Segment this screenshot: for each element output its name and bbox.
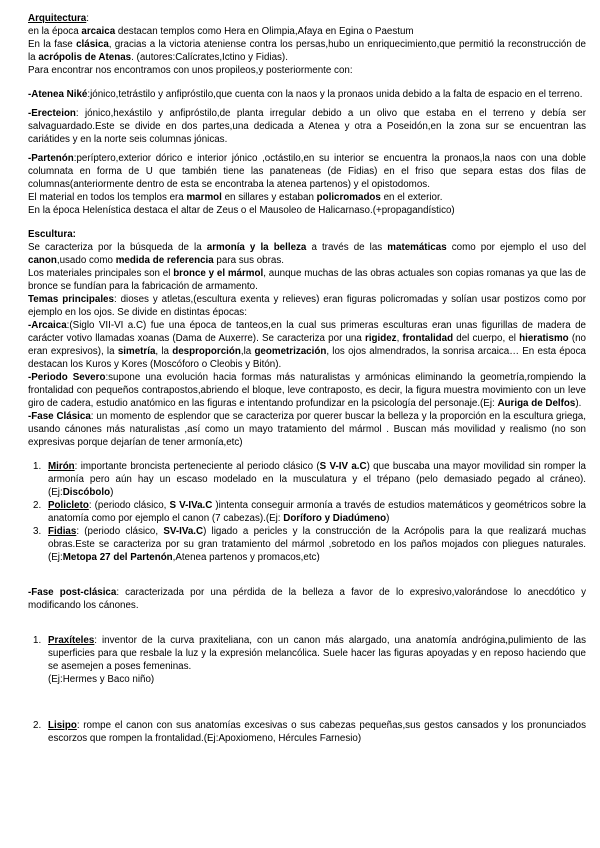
list-item: 1. Mirón: importante broncista perteneciente al periodo clásico (S V-IV a.C) que buscaba una mayor movilidad sin romper la armonía pero aún hay un escaso modelado en la musculatura y el trépano (pelo demasiado pegado al cráneo).(Ej:Discóbolo) — [33, 461, 586, 498]
post-clasica-paragraph: -Fase post-clásica: caracterizada por una pérdida de la belleza a favor de lo expresivo,valorándose lo anecdótico y modificando los cánones. — [28, 587, 586, 611]
fase-clasica-paragraph: -Fase Clásica: un momento de esplendor que se caracteriza por querer buscar la belleza y la proporción en la escultura griega, usando cánones más naturalistas ,así como un mayo tratamiento del mármol . Buscan más movilidad y realismo (no son expresivas porque dejarían de tener armonía,etc) — [28, 411, 586, 448]
list-item: 2. Policleto: (periodo clásico, S V-IVa.C )intenta conseguir armonía a través de estudios matemáticos y geométricos sobre la anatomía como por ejemplo el canon (7 cabezas).(Ej: Doríforo y Diadúmeno) — [33, 500, 587, 524]
severo-paragraph: -Periodo Severo:supone una evolución hacia formas más naturalistas y armónicas eliminando la geometría,rompiendo la frontalidad con pequeños contrapostos,abriendo el bloque, leve contraposto, es decir, la figura muestra movimiento con un leve giro de cadera, estudio anatómico en las figuras e intentando profundizar en la psicología del personaje.(Ej: Auriga de Delfos). — [28, 372, 587, 409]
list-item: 1. Praxíteles: inventor de la curva praxiteliana, con un canon más alargado, una anatomía andrógina,pulimiento de las superficies para que resbale la luz y la expresión melancólica. Suele hacer las figuras apoyadas y en reposo haciendo que se asemejen a poses femeninas. (Ej:Hermes y Baco niño) — [33, 635, 586, 685]
arquitectura-heading: Arquitectura: — [28, 13, 89, 24]
erecteion-paragraph: -Erecteion: jónico,hexástilo y anfipróstilo,de planta irregular debido a un olivo que estaba en el terreno y debía ser salvaguardado.Este se divide en dos partes,una dedicada a Atenea y otra a Poseidón,en la zona sur se encuentran las cariátides y en la norte seis columnas jónicas. — [28, 108, 586, 145]
clasica-sculptors-list — [28, 460, 586, 564]
escultura-heading: Escultura: — [28, 229, 76, 240]
arcaica-escultura-paragraph: -Arcaica:(Siglo VII-VI a.C) fue una época de tanteos,en la cual sus primeras esculturas eran unas figurillas de madera de carácter votivo llamadas xoanas (Dama de Auxerre). Se caracteriza por una rigidez, frontalidad del cuerpo, el hieratismo (no eran expresivos), la simetría, la desproporción,la geometrización, los ojos almendrados, la sonrisa arcaica… En esta época destacan los Kuros y Kores (Moscóforo o Cleobis y Bitón). — [28, 320, 586, 370]
atenea-nike-paragraph: -Atenea Niké:jónico,tetrástilo y anfipróstilo,que cuenta con la naos y la pronaos unida debido a la falta de espacio en el terreno. — [28, 89, 583, 100]
clasica-paragraph: En la fase clásica, gracias a la victoria ateniense contra los persas,hubo un enriquecimiento,que permitió la reconstrucción de la acrópolis de Atenas. (autores:Calícrates,Ictino y Fidias). — [28, 39, 586, 63]
helenistica-paragraph: En la época Helenística destaca el altar de Zeus o el Mausoleo de Halicarnaso.(+propagandístico) — [28, 205, 455, 216]
escultura-intro-2: Los materiales principales son el bronce y el mármol, aunque muchas de las obras actuales son copias romanas ya que las de bronce se fundían para la fabricación de armamento. — [28, 268, 586, 292]
propileos-paragraph: Para encontrar nos encontramos con unos propileos,y posteriormente con: — [28, 65, 353, 76]
temas-paragraph: Temas principales: dioses y atletas,(escultura exenta y relieves) eran figuras policromadas y solían usar postizos como por ejemplo en los ojos. Se divide en distintas épocas: — [28, 294, 587, 318]
material-paragraph: El material en todos los templos era marmol en sillares y estaban policromados en el exterior. — [28, 192, 443, 203]
escultura-intro-1: Se caracteriza por la búsqueda de la armonía y la belleza a través de las matemáticas como por ejemplo el uso del canon,usado como medida de referencia para sus obras. — [28, 242, 587, 266]
partenon-paragraph: -Partenón:períptero,exterior dórico e interior jónico ,octástilo,en su interior se encuentra la pronaos,la naos con una doble columnata en forma de U que también tiene las panateneas (de Fidias) en el friso que separa estas dos filas de columnas(anteriormente dentro de esta se encontraba la atenea partenos) y el opistodomos. — [28, 153, 586, 190]
list-item: 2. Lisipo: rompe el canon con sus anatomías excesivas o sus cabezas pequeñas,sus gestos cansados y los pronunciados escorzos que rompen la frontalidad.(Ej:Apoxiomeno, Hércules Farnesio) — [33, 720, 586, 744]
post-clasica-sculptors-list — [28, 634, 586, 686]
post-clasica-sculptors-list-2 — [28, 719, 586, 745]
list-item: 3. Fidias: (periodo clásico, SV-IVa.C) ligado a pericles y la construcción de la Acrópolis para la que realizará muchas obras.Este se caracteriza por su gran tratamiento del mármol ,sobretodo en los paños mojados con pliegues naturales.(Ej:Metopa 27 del Partenón,Atenea partenos y promacos,etc) — [33, 526, 586, 563]
arcaica-paragraph: en la época arcaica destacan templos como Hera en Olimpia,Afaya en Egina o Paestum — [28, 26, 414, 37]
